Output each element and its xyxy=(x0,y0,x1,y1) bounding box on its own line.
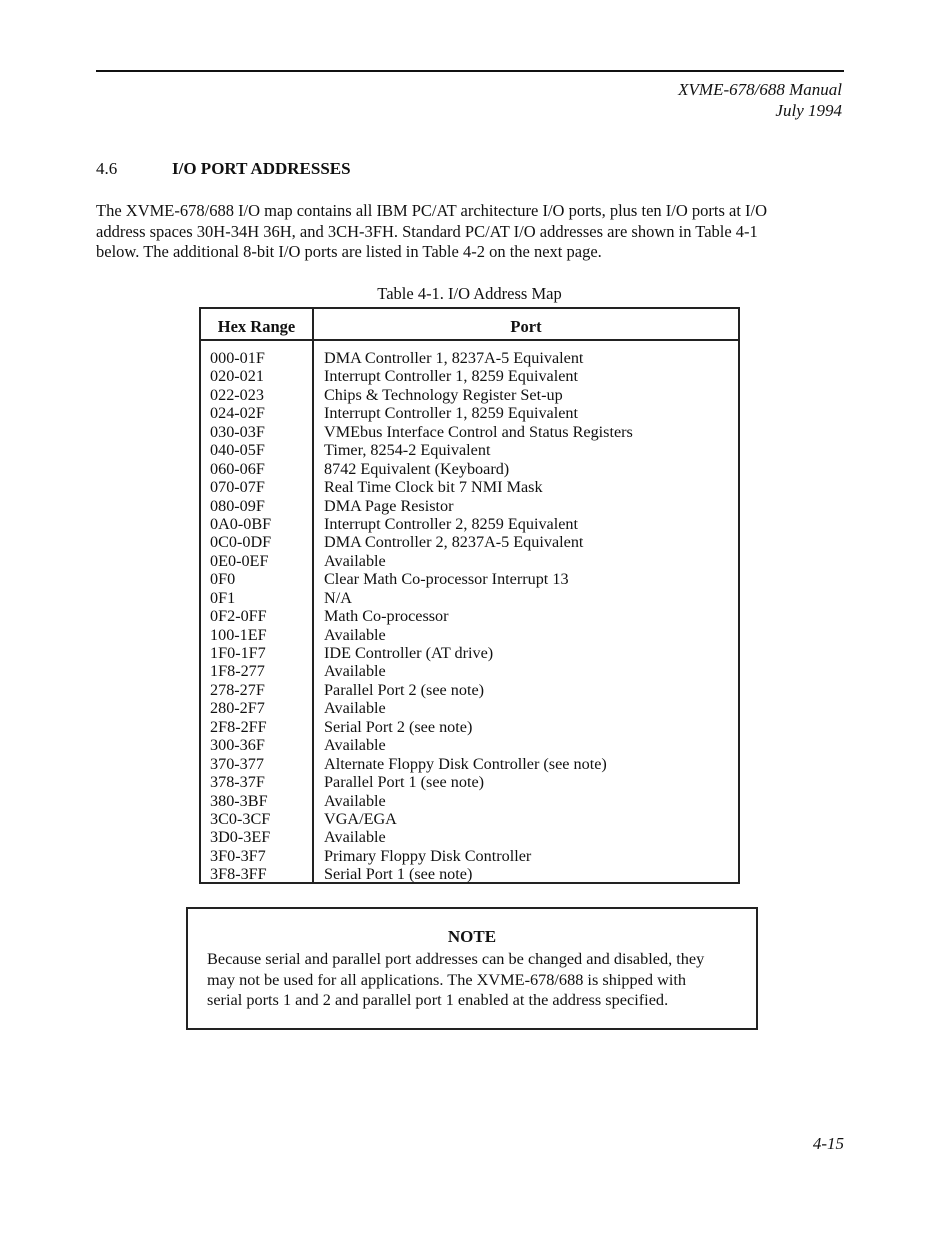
table-row xyxy=(201,570,738,588)
table-row xyxy=(201,386,738,404)
port-cell: Available xyxy=(324,828,386,847)
table-row xyxy=(201,460,738,478)
manual-title: XVME-678/688 Manual xyxy=(678,80,842,99)
table-row xyxy=(201,699,738,717)
table-row xyxy=(201,607,738,625)
hex-range-cell: 278-27F xyxy=(210,680,265,699)
hex-range-cell: 0A0-0BF xyxy=(210,514,272,533)
header-port: Port xyxy=(510,317,542,336)
header-rule xyxy=(96,70,844,72)
table-row xyxy=(201,718,738,736)
note-box xyxy=(186,907,758,1030)
hex-range-cell: 0F1 xyxy=(210,588,236,607)
header-hex-range: Hex Range xyxy=(217,317,296,336)
port-cell: Serial Port 2 (see note) xyxy=(324,717,473,736)
hex-range-cell: 370-377 xyxy=(210,754,264,773)
note-line: may not be used for all applications. The XVME-678/688 is shipped with xyxy=(207,969,687,989)
port-cell: Available xyxy=(324,699,386,718)
section-number: 4.6 xyxy=(96,159,118,178)
table-row xyxy=(201,497,738,515)
hex-range-cell: 0F0 xyxy=(210,570,236,589)
page-number: 4-15 xyxy=(812,1134,844,1153)
port-cell: 8742 Equivalent (Keyboard) xyxy=(324,459,510,478)
note-line: serial ports 1 and 2 and parallel port 1 enabled at the address specified. xyxy=(207,990,669,1009)
hex-range-cell: 280-2F7 xyxy=(210,699,265,718)
hex-range-cell: 0F2-0FF xyxy=(210,607,267,626)
port-cell: VMEbus Interface Control and Status Registers xyxy=(324,422,633,441)
port-cell: DMA Page Resistor xyxy=(324,496,454,515)
port-cell: Interrupt Controller 1, 8259 Equivalent xyxy=(324,367,578,386)
intro-line: below. The additional 8-bit I/O ports are listed in Table 4-2 on the next page. xyxy=(96,242,602,261)
section-title: I/O PORT ADDRESSES xyxy=(172,159,351,178)
hex-range-cell: 060-06F xyxy=(210,459,265,478)
hex-range-cell: 1F8-277 xyxy=(210,662,265,681)
table-row xyxy=(201,736,738,754)
table-row xyxy=(201,367,738,385)
hex-range-cell: 378-37F xyxy=(210,773,265,792)
hex-range-cell: 3C0-3CF xyxy=(210,809,271,828)
port-cell: IDE Controller (AT drive) xyxy=(324,644,494,662)
port-cell: Serial Port 1 (see note) xyxy=(324,865,473,884)
table-row xyxy=(201,441,738,459)
io-address-table xyxy=(199,307,740,884)
table-row xyxy=(201,423,738,441)
manual-date: July 1994 xyxy=(775,101,842,120)
hex-range-cell: 100-1EF xyxy=(210,625,267,644)
hex-range-cell: 070-07F xyxy=(210,478,265,497)
header-divider xyxy=(201,339,738,341)
intro-line: The XVME-678/688 I/O map contains all IBM PC/AT architecture I/O ports, plus ten I/O ports at I/O xyxy=(96,201,768,220)
port-cell: DMA Controller 1, 8237A-5 Equivalent xyxy=(324,349,584,367)
table-row xyxy=(201,810,738,828)
hex-range-cell: 020-021 xyxy=(210,367,264,386)
table-row xyxy=(201,681,738,699)
port-cell: N/A xyxy=(324,588,352,607)
table-row xyxy=(201,662,738,680)
hex-range-cell: 0E0-0EF xyxy=(210,551,269,570)
hex-range-cell: 3F8-3FF xyxy=(210,865,267,884)
port-cell: VGA/EGA xyxy=(324,809,397,828)
table-row xyxy=(201,792,738,810)
hex-range-cell: 040-05F xyxy=(210,441,265,460)
table-row xyxy=(201,773,738,791)
port-cell: Available xyxy=(324,625,386,644)
table-row xyxy=(201,404,738,422)
hex-range-cell: 022-023 xyxy=(210,385,264,404)
table-row xyxy=(201,755,738,773)
port-cell: Interrupt Controller 1, 8259 Equivalent xyxy=(324,404,578,423)
note-body xyxy=(207,949,740,1011)
port-cell: Parallel Port 1 (see note) xyxy=(324,773,485,792)
hex-range-cell: 000-01F xyxy=(210,349,265,367)
port-cell: Available xyxy=(324,736,386,755)
port-cell: Available xyxy=(324,662,386,681)
table-row xyxy=(201,478,738,496)
table-row xyxy=(201,552,738,570)
port-cell: Clear Math Co-processor Interrupt 13 xyxy=(324,570,569,589)
intro-line: address spaces 30H-34H 36H, and 3CH-3FH. Standard PC/AT I/O addresses are shown in Table 4-1 xyxy=(96,221,758,241)
note-line: Because serial and parallel port addresses can be changed and disabled, they xyxy=(207,949,705,968)
hex-range-cell: 0C0-0DF xyxy=(210,533,272,552)
hex-range-cell: 3F0-3F7 xyxy=(210,846,266,865)
hex-range-cell: 024-02F xyxy=(210,404,265,423)
hex-range-cell: 1F0-1F7 xyxy=(210,644,266,662)
intro-paragraph xyxy=(96,201,844,263)
port-cell: Parallel Port 2 (see note) xyxy=(324,680,485,699)
port-cell: DMA Controller 2, 8237A-5 Equivalent xyxy=(324,533,584,552)
port-cell: Interrupt Controller 2, 8259 Equivalent xyxy=(324,514,578,533)
table-row xyxy=(201,847,738,865)
port-cell: Math Co-processor xyxy=(324,607,449,626)
hex-range-cell: 300-36F xyxy=(210,736,265,755)
hex-range-cell: 2F8-2FF xyxy=(210,717,267,736)
table-row xyxy=(201,644,738,662)
hex-range-cell: 380-3BF xyxy=(210,791,268,810)
note-title: NOTE xyxy=(447,927,497,946)
port-cell: Timer, 8254-2 Equivalent xyxy=(324,441,491,460)
table-row xyxy=(201,828,738,846)
hex-range-cell: 080-09F xyxy=(210,496,265,515)
table-caption: Table 4-1. I/O Address Map xyxy=(377,284,562,303)
table-row xyxy=(201,515,738,533)
hex-range-cell: 030-03F xyxy=(210,422,265,441)
table-body xyxy=(201,349,738,884)
table-row xyxy=(201,349,738,367)
port-cell: Available xyxy=(324,551,386,570)
table-row xyxy=(201,865,738,883)
port-cell: Primary Floppy Disk Controller xyxy=(324,846,532,865)
port-cell: Alternate Floppy Disk Controller (see note) xyxy=(324,754,607,773)
port-cell: Available xyxy=(324,791,386,810)
hex-range-cell: 3D0-3EF xyxy=(210,828,271,847)
port-cell: Real Time Clock bit 7 NMI Mask xyxy=(324,478,543,497)
port-cell: Chips & Technology Register Set-up xyxy=(324,385,563,404)
table-row xyxy=(201,533,738,551)
table-row xyxy=(201,589,738,607)
table-row xyxy=(201,626,738,644)
